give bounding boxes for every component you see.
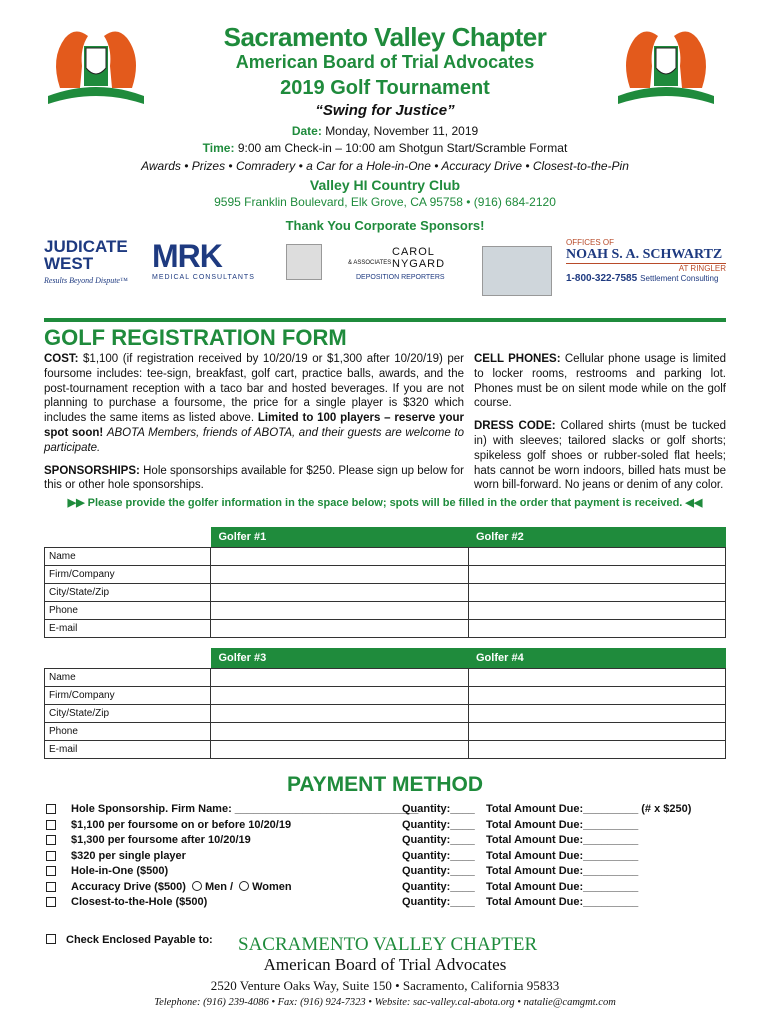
event-title: 2019 Golf Tournament xyxy=(280,77,490,99)
check-enclosed xyxy=(46,934,213,946)
mrk-logo xyxy=(152,238,262,300)
footer-organization: American Board of Trial Advocates xyxy=(263,955,507,974)
golfer-2-firm-input[interactable] xyxy=(468,565,726,583)
field-label: Phone xyxy=(45,601,211,619)
golfer-4-header: Golfer #4 xyxy=(468,648,726,668)
golfer-2-phone-input[interactable] xyxy=(468,601,726,619)
sponsors-thanks: Thank You Corporate Sponsors! xyxy=(285,218,485,233)
women-label: Women xyxy=(252,880,292,893)
judicate-name: JUDICATE WEST xyxy=(44,237,128,273)
golfer-table-1-2 xyxy=(44,527,726,638)
payment-row xyxy=(46,834,726,850)
policies xyxy=(474,352,726,501)
accuracy-drive-checkbox[interactable] xyxy=(46,882,56,892)
golfer-2-email-input[interactable] xyxy=(468,619,726,637)
header xyxy=(0,0,770,233)
golfer-2-city-input[interactable] xyxy=(468,583,726,601)
date-value: Monday, November 11, 2019 xyxy=(325,124,479,138)
field-label: Name xyxy=(45,547,211,565)
field-label: City/State/Zip xyxy=(45,704,211,722)
registration-title: GOLF REGISTRATION FORM xyxy=(44,325,347,350)
golfer-4-phone-input[interactable] xyxy=(468,722,726,740)
event-features: Awards • Prizes • Comradery • a Car for a Hole-in-One • Accuracy Drive • Closest-to-the-Pin xyxy=(141,159,629,173)
amount-due-field[interactable]: Total Amount Due:_________ xyxy=(486,834,639,846)
golfer-1-header: Golfer #1 xyxy=(211,527,469,547)
organization-title: American Board of Trial Advocates xyxy=(235,52,535,72)
payment-row xyxy=(46,896,726,912)
men-label: Men / xyxy=(204,880,234,893)
amount-due-field[interactable]: Total Amount Due:_________ xyxy=(486,818,639,831)
field-label: E-mail xyxy=(45,619,211,637)
noah-name: NOAH S. A. SCHWARTZ xyxy=(566,247,726,264)
sponsorships-label: SPONSORSHIPS: xyxy=(44,464,140,477)
amount-due-field[interactable]: Total Amount Due:_________ xyxy=(486,849,639,862)
payment-title: PAYMENT METHOD xyxy=(286,773,483,796)
noah-schwartz-logo xyxy=(566,238,726,300)
judicate-west-logo xyxy=(44,238,134,300)
cost-paragraph xyxy=(44,352,464,456)
chapter-title: Sacramento Valley Chapter xyxy=(223,22,547,52)
payment-row xyxy=(46,803,726,819)
hole-in-one-checkbox[interactable] xyxy=(46,866,56,876)
field-label: Firm/Company xyxy=(45,565,211,583)
payment-row xyxy=(46,865,726,881)
footer-contact: Telephone: (916) 239-4086 • Fax: (916) 924-7323 • Website: sac-valley.cal-abota.org • natalie@camgmt.com xyxy=(154,997,616,1008)
foursome-late-checkbox[interactable] xyxy=(46,835,56,845)
hole-sponsorship-checkbox[interactable] xyxy=(46,804,56,814)
quantity-field[interactable]: Quantity:____ xyxy=(402,818,475,831)
venue-name: Valley HI Country Club xyxy=(309,177,461,193)
golfer-3-firm-input[interactable] xyxy=(211,686,469,704)
registration-details xyxy=(44,352,464,501)
table-row xyxy=(45,722,726,740)
capitol-image-icon xyxy=(286,244,322,280)
sponsorships-text: Hole sponsorships available for $250. Please sign up below for this or other hole sponsorships. xyxy=(44,464,464,492)
cost-text: $1,100 (if registration received by 10/20/19 or $1,300 after 10/20/19) per foursome includes: tee-sign, breakfast, golf cart, practice balls, awards, and the post-tournament reception with a taco bar and hosted beverages. If you are not planning to purchase a foursome, the price for a single player is $320 which includes the same items as listed above. xyxy=(44,353,464,425)
golfer-table-3-4 xyxy=(44,648,726,759)
field-label: E-mail xyxy=(45,740,211,758)
field-label: Phone xyxy=(45,722,211,740)
amount-due-field[interactable]: Total Amount Due:_________ xyxy=(486,865,639,877)
payment-row xyxy=(46,850,726,866)
carol-nygard-logo xyxy=(286,238,476,300)
mrk-tagline: MEDICAL CONSULTANTS xyxy=(152,274,255,281)
check-enclosed-checkbox[interactable] xyxy=(46,934,56,944)
noah-office: OFFICES OF xyxy=(566,238,614,247)
table-row xyxy=(45,565,726,583)
event-date xyxy=(0,124,770,138)
mrk-name: MRK xyxy=(152,238,222,274)
event-motto: “Swing for Justice” xyxy=(315,102,455,119)
payment-item: $1,300 per foursome after 10/20/19 xyxy=(71,834,251,846)
check-enclosed-label: Check Enclosed Payable to: xyxy=(66,934,213,946)
table-row xyxy=(45,740,726,758)
ship-image-icon xyxy=(482,246,552,296)
golfer-4-name-input[interactable] xyxy=(468,668,726,686)
judicate-tagline: Results Beyond Dispute™ xyxy=(44,276,128,285)
quantity-field[interactable]: Quantity:____ xyxy=(402,880,475,893)
table-row xyxy=(45,668,726,686)
noah-tagline: Settlement Consulting xyxy=(640,274,719,283)
payment-item: Hole-in-One ($500) xyxy=(71,865,169,877)
quantity-field[interactable]: Quantity:____ xyxy=(402,834,475,846)
table-corner xyxy=(45,527,211,547)
field-label: City/State/Zip xyxy=(45,583,211,601)
golfer-1-email-input[interactable] xyxy=(211,619,469,637)
golfer-3-name-input[interactable] xyxy=(211,668,469,686)
amount-due-field[interactable]: Total Amount Due:_________ (# x $250) xyxy=(486,803,692,815)
table-row xyxy=(45,601,726,619)
single-player-checkbox[interactable] xyxy=(46,851,56,861)
table-corner xyxy=(45,648,211,668)
payment-row xyxy=(46,819,726,835)
amount-due-field[interactable]: Total Amount Due:_________ xyxy=(486,896,639,908)
noah-ringler: AT RINGLER xyxy=(678,264,726,273)
field-label: Firm/Company xyxy=(45,686,211,704)
table-row xyxy=(45,547,726,565)
sponsorships-paragraph xyxy=(44,464,464,494)
payment-item: $1,100 per foursome on or before 10/20/19 xyxy=(71,818,292,831)
golfer-2-name-input[interactable] xyxy=(468,547,726,565)
date-label: Date: xyxy=(291,124,322,138)
golfer-3-phone-input[interactable] xyxy=(211,722,469,740)
golfer-3-header: Golfer #3 xyxy=(211,648,469,668)
cost-note: ABOTA Members, friends of ABOTA, and their guests are welcome to participate. xyxy=(44,426,464,454)
quantity-field[interactable]: Quantity:____ xyxy=(402,803,475,815)
accuracy-drive-label: Accuracy Drive ($500) xyxy=(71,880,186,893)
section-divider xyxy=(44,318,726,322)
table-row xyxy=(45,583,726,601)
field-label: Name xyxy=(45,668,211,686)
time-value: 9:00 am Check-in – 10:00 am Shotgun Start/Scramble Format xyxy=(237,141,568,155)
cell-phones-paragraph xyxy=(474,352,726,411)
quantity-field[interactable]: Quantity:____ xyxy=(402,849,475,862)
golfer-4-city-input[interactable] xyxy=(468,704,726,722)
payment-list xyxy=(46,803,726,912)
amount-due-field[interactable]: Total Amount Due:_________ xyxy=(486,880,639,893)
footer-chapter: SACRAMENTO VALLEY CHAPTER xyxy=(238,934,538,955)
payment-item: $320 per single player xyxy=(71,849,186,862)
carol-assoc: & ASSOCIATES xyxy=(348,260,392,266)
payment-item: Closest-to-the-Hole ($500) xyxy=(71,896,208,908)
payment-item xyxy=(71,881,292,893)
payment-row xyxy=(46,881,726,897)
closest-to-hole-checkbox[interactable] xyxy=(46,897,56,907)
golfer-4-email-input[interactable] xyxy=(468,740,726,758)
table-row xyxy=(45,686,726,704)
cell-text: Cellular phone usage is limited to locker rooms, restrooms and parking lot. Phones must be on silent mode while on the golf course. xyxy=(474,353,726,410)
dress-text: Collared shirts (must be tucked in) with sleeves; tailored slacks or golf shorts; spikeless golf shoes or rubber-soled flat heels; hats cannot be worn indoors, billed hats must be worn bill-forward. No jeans or denim of any color. xyxy=(474,420,726,492)
footer-address: 2520 Venture Oaks Way, Suite 150 • Sacramento, California 95833 xyxy=(210,978,560,993)
quantity-field[interactable]: Quantity:____ xyxy=(402,896,475,908)
noah-contact xyxy=(566,273,726,284)
golfer-2-header: Golfer #2 xyxy=(468,527,726,547)
carol-tagline: DEPOSITION REPORTERS xyxy=(356,274,445,281)
golfer-1-firm-input[interactable] xyxy=(211,565,469,583)
table-row xyxy=(45,704,726,722)
men-radio[interactable] xyxy=(192,881,202,891)
women-radio[interactable] xyxy=(239,881,249,891)
golfer-1-name-input[interactable] xyxy=(211,547,469,565)
table-row xyxy=(45,619,726,637)
cost-limit: Limited to 100 players – reserve your spot soon! xyxy=(44,412,464,439)
payment-item: Hole Sponsorship. Firm Name: ______________________________ xyxy=(71,803,419,815)
cost-label: COST: xyxy=(44,353,79,365)
golfer-4-firm-input[interactable] xyxy=(468,686,726,704)
venue-address: 9595 Franklin Boulevard, Elk Grove, CA 95758 • (916) 684-2120 xyxy=(214,195,556,209)
golfer-1-phone-input[interactable] xyxy=(211,601,469,619)
golfer-3-city-input[interactable] xyxy=(211,704,469,722)
dress-label: DRESS CODE: xyxy=(474,420,556,433)
dress-code-paragraph xyxy=(474,419,726,493)
golfer-3-email-input[interactable] xyxy=(211,740,469,758)
golfer-1-city-input[interactable] xyxy=(211,583,469,601)
golfer-info-notice: ▶▶ Please provide the golfer information in the space below; spots will be filled in the order that payment is received. ◀◀ xyxy=(67,497,703,509)
noah-phone: 1-800-322-7585 xyxy=(566,273,638,284)
cell-label: CELL PHONES: xyxy=(474,353,561,365)
quantity-field[interactable]: Quantity:____ xyxy=(402,865,475,877)
time-label: Time: xyxy=(202,141,235,155)
carol-name: CAROL NYGARD xyxy=(392,246,446,270)
event-time xyxy=(0,141,770,155)
foursome-early-checkbox[interactable] xyxy=(46,820,56,830)
